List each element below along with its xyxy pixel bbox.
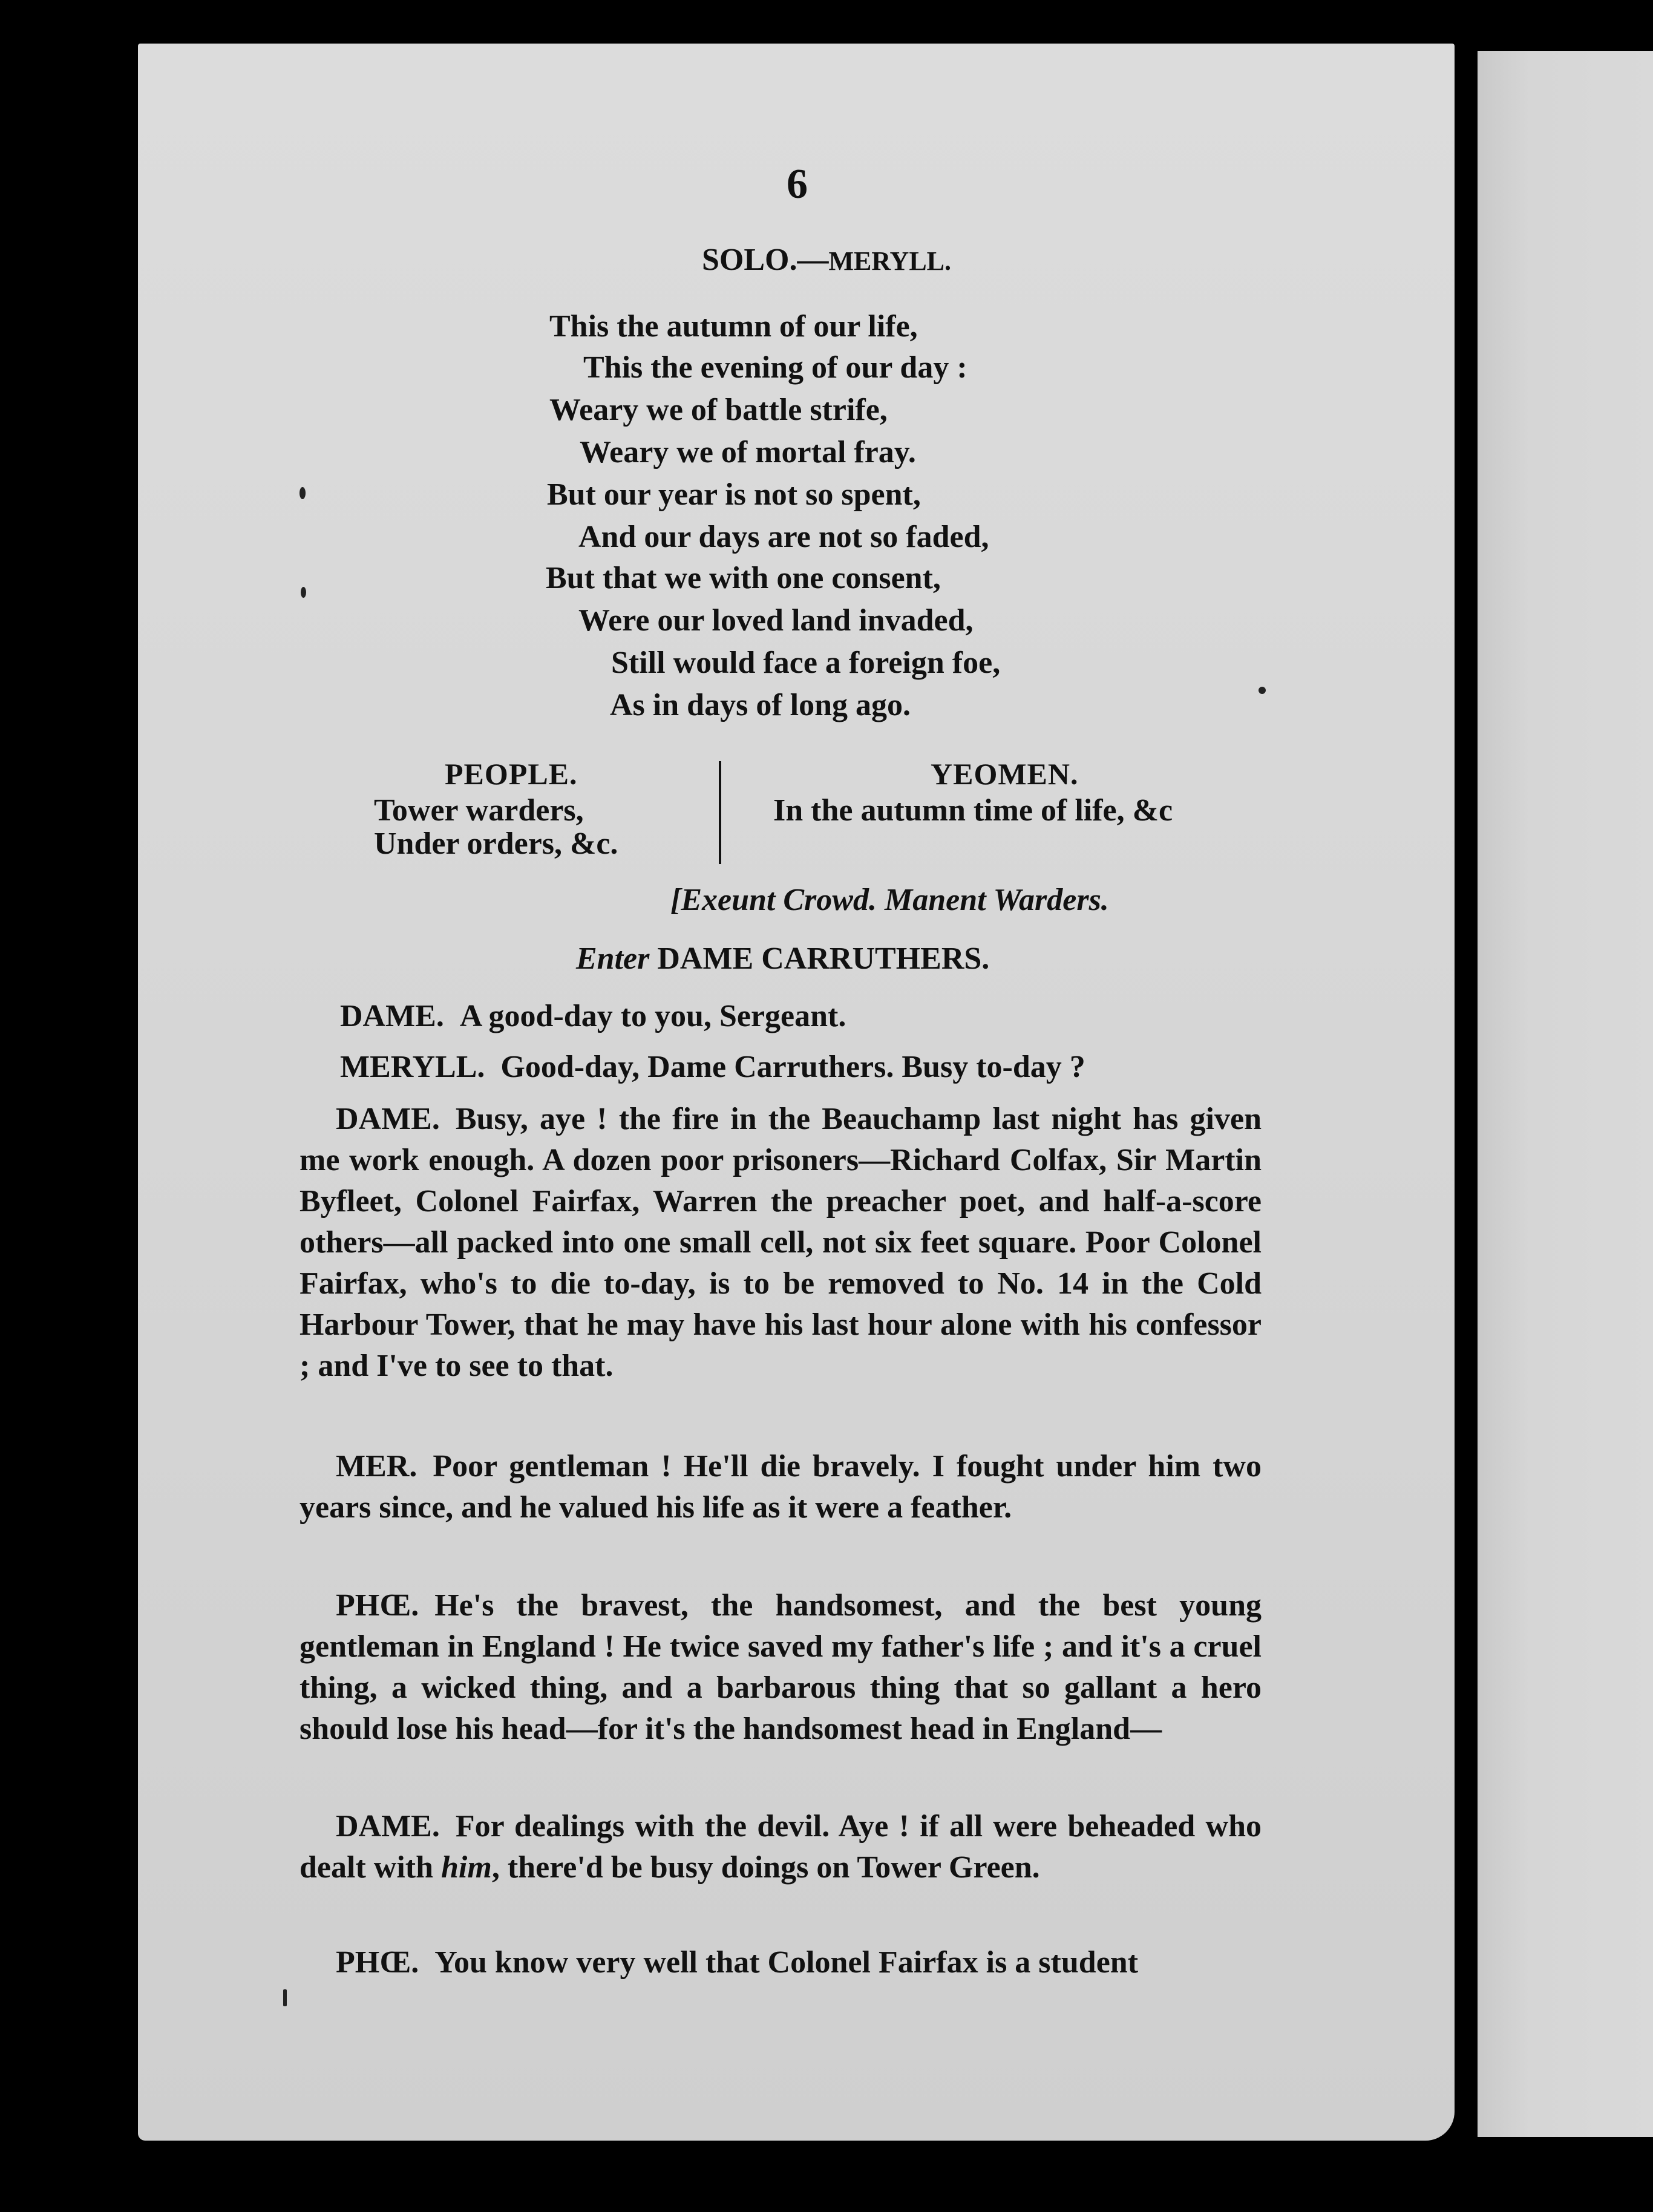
enter-name: DAME CARRUTHERS. <box>657 941 990 976</box>
chorus-yeomen-label: YEOMEN. <box>931 757 1079 791</box>
dialogue-paragraph <box>300 1806 1262 1888</box>
stage-direction-exeunt <box>670 882 1109 918</box>
verse-line: But our year is not so spent, <box>547 477 921 512</box>
enter-word: Enter <box>576 941 650 976</box>
page-number: 6 <box>787 161 808 208</box>
speech-text: For dealings with the devil. Aye ! if all were beheaded who dealt with <box>300 1809 1262 1885</box>
speech-text: Good-day, Dame Carruthers. Busy to-day ? <box>500 1050 1085 1084</box>
book-gutter <box>1455 44 1478 2143</box>
exeunt-text: [Exeunt Crowd. Manent Warders. <box>670 883 1109 917</box>
dialogue-paragraph <box>300 1446 1262 1528</box>
scan-speck <box>301 587 306 598</box>
song-heading-speaker: MERYLL. <box>828 246 952 276</box>
dialogue-paragraph <box>300 1099 1262 1387</box>
speaker-name: PHŒ. <box>336 1588 419 1623</box>
chorus-people-line: Tower warders, <box>374 793 584 828</box>
verse-line: Weary we of mortal fray. <box>580 435 916 470</box>
song-heading-prefix: SOLO.— <box>701 243 829 277</box>
verse-line: Still would face a foreign foe, <box>611 646 1001 680</box>
speaker-name: MERYLL. <box>340 1050 485 1084</box>
dialogue-line <box>340 998 846 1034</box>
verse-line: Were our loved land invaded, <box>578 603 974 638</box>
dialogue-paragraph <box>300 1585 1262 1750</box>
dialogue-paragraph <box>300 1942 1262 1983</box>
speaker-name: PHŒ. <box>336 1945 419 1980</box>
verse-line: Weary we of battle strife, <box>549 393 888 427</box>
verse-line: And our days are not so faded, <box>578 520 989 554</box>
speech-text: Busy, aye ! the fire in the Beauchamp last night has given me work enough. A dozen poor prisoners—Richard Colfax, Sir Martin Byfleet, Colonel Fairfax, Warren the preacher poet, and half-a-score others—all packed into one small cell, not six feet square. Poor Colonel Fairfax, who's to die to-day, is to be removed to No. 14 in the Cold Harbour Tower, that he may have his last hour alone with his confessor ; and I've to see to that. <box>300 1102 1262 1383</box>
verse-line: This the evening of our day : <box>583 350 967 385</box>
speech-text: , there'd be busy doings on Tower Green. <box>491 1850 1040 1885</box>
chorus-people-line: Under orders, &c. <box>374 826 618 861</box>
speech-text: You know very well that Colonel Fairfax is a student <box>434 1945 1139 1980</box>
verse-line: But that we with one consent, <box>546 561 941 595</box>
speaker-name: DAME. <box>336 1809 440 1844</box>
chorus-yeomen-line: In the autumn time of life, &c <box>773 793 1173 828</box>
speaker-name: DAME. <box>336 1102 440 1136</box>
verse-line: As in days of long ago. <box>610 688 911 722</box>
scan-speck <box>1259 687 1266 694</box>
chorus-people-label: PEOPLE. <box>445 757 578 791</box>
scan-speck <box>300 487 306 499</box>
song-heading <box>0 242 1653 278</box>
stage-direction-enter <box>576 941 989 977</box>
speaker-name: MER. <box>336 1449 417 1484</box>
speech-text: Poor gentleman ! He'll die bravely. I fought under him two years since, and he valued his life as it were a feather. <box>300 1449 1262 1525</box>
chorus-divider <box>719 761 721 864</box>
speech-emphasis: him <box>441 1850 492 1885</box>
dialogue-line <box>340 1049 1085 1085</box>
speech-text: A good-day to you, Sergeant. <box>459 999 846 1033</box>
right-page-edge <box>1478 51 1653 2137</box>
speaker-name: DAME. <box>340 999 444 1033</box>
scan-speck <box>283 1989 287 2006</box>
verse-line: This the autumn of our life, <box>549 309 918 344</box>
speech-text: He's the bravest, the handsomest, and the best young gentleman in England ! He twice saved my father's life ; and it's a cruel thing, a wicked thing, and a barbarous thing that so gallant a hero should lose his head—for it's the handsomest head in England— <box>300 1588 1262 1746</box>
